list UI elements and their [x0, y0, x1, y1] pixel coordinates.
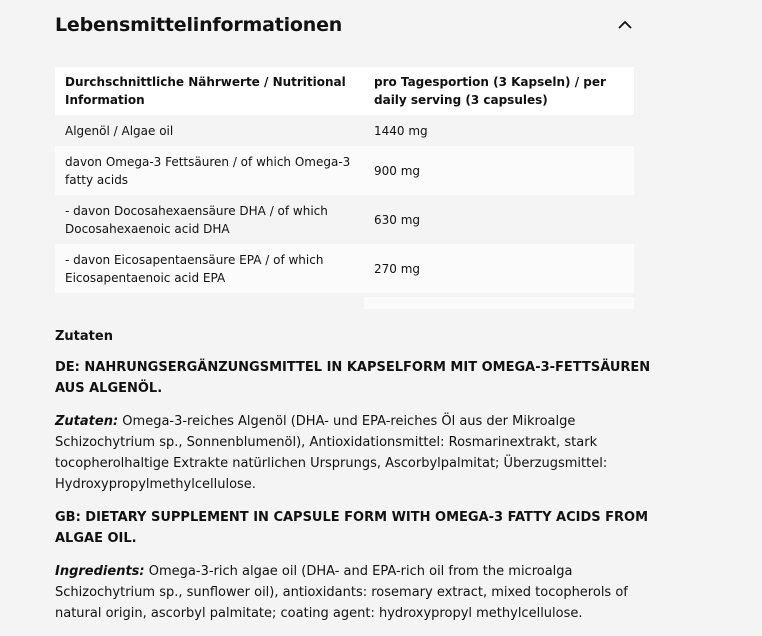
table-row	[55, 195, 634, 244]
gb-ingredients-label: Ingredients:	[55, 564, 145, 579]
nutrient-value: 900 mg	[364, 146, 634, 195]
nutrition-table	[55, 67, 634, 293]
nutrient-value: 630 mg	[364, 195, 634, 244]
chevron-up-icon-glyph	[618, 20, 632, 29]
table-row	[55, 244, 634, 293]
gb-ingredients-paragraph	[55, 561, 655, 624]
nutrient-name: davon Omega-3 Fettsäuren / of which Omega-3 fatty acids	[55, 146, 364, 195]
nutrient-name: - davon Eicosapentaensäure EPA / of which Eicosapentaenoic acid EPA	[55, 244, 364, 293]
chevron-up-icon[interactable]	[615, 14, 635, 34]
gb-ingredients-text: Omega-3-rich algae oil (DHA- and EPA-rich oil from the microalga Schizochytrium sp., sunflower oil), antioxidants: rosemary extract, mixed tocopherols of natural origin, ascorbyl palmitate; coating agent: hydroxypropyl methylcellulose.	[55, 564, 628, 621]
ingredients-title: Zutaten	[55, 329, 113, 344]
de-ingredients-text: Omega-3-reiches Algenöl (DHA- und EPA-reiches Öl aus der Mikroalge Schizochytrium sp., Sonnenblumenöl), Antioxidationsmittel: Rosmarinextrakt, stark tocopherolhaltige Extrakte natürlichen Ursprungs, Ascorbylpalmitat; Überzugsmittel: Hydroxypropylmethylcellulose.	[55, 414, 608, 492]
column-header-per-serving: pro Tagesportion (3 Kapseln) / per daily serving (3 capsules)	[364, 67, 634, 115]
table-row	[55, 115, 634, 146]
de-ingredients-paragraph	[55, 411, 655, 495]
section-header[interactable]	[55, 12, 635, 40]
section-title: Lebensmittelinformationen	[55, 14, 343, 36]
nutrition-table-wrapper	[55, 67, 634, 293]
gb-product-heading: GB: DIETARY SUPPLEMENT IN CAPSULE FORM WITH OMEGA-3 FATTY ACIDS FROM ALGAE OIL.	[55, 510, 649, 546]
de-product-heading: DE: NAHRUNGSERGÄNZUNGSMITTEL IN KAPSELFORM MIT OMEGA-3-FETTSÄUREN AUS ALGENÖL.	[55, 360, 651, 396]
column-header-nutrients: Durchschnittliche Nährwerte / Nutritional Information	[55, 67, 364, 115]
ingredients-section	[55, 326, 655, 636]
nutrient-value: 270 mg	[364, 244, 634, 293]
nutrient-value: 1440 mg	[364, 115, 634, 146]
table-trailing-cell	[364, 297, 634, 309]
de-ingredients-label: Zutaten:	[55, 414, 119, 429]
table-row	[55, 146, 634, 195]
table-header-row	[55, 67, 634, 115]
nutrient-name: Algenöl / Algae oil	[55, 115, 364, 146]
nutrient-name: - davon Docosahexaensäure DHA / of which Docosahexaenoic acid DHA	[55, 195, 364, 244]
